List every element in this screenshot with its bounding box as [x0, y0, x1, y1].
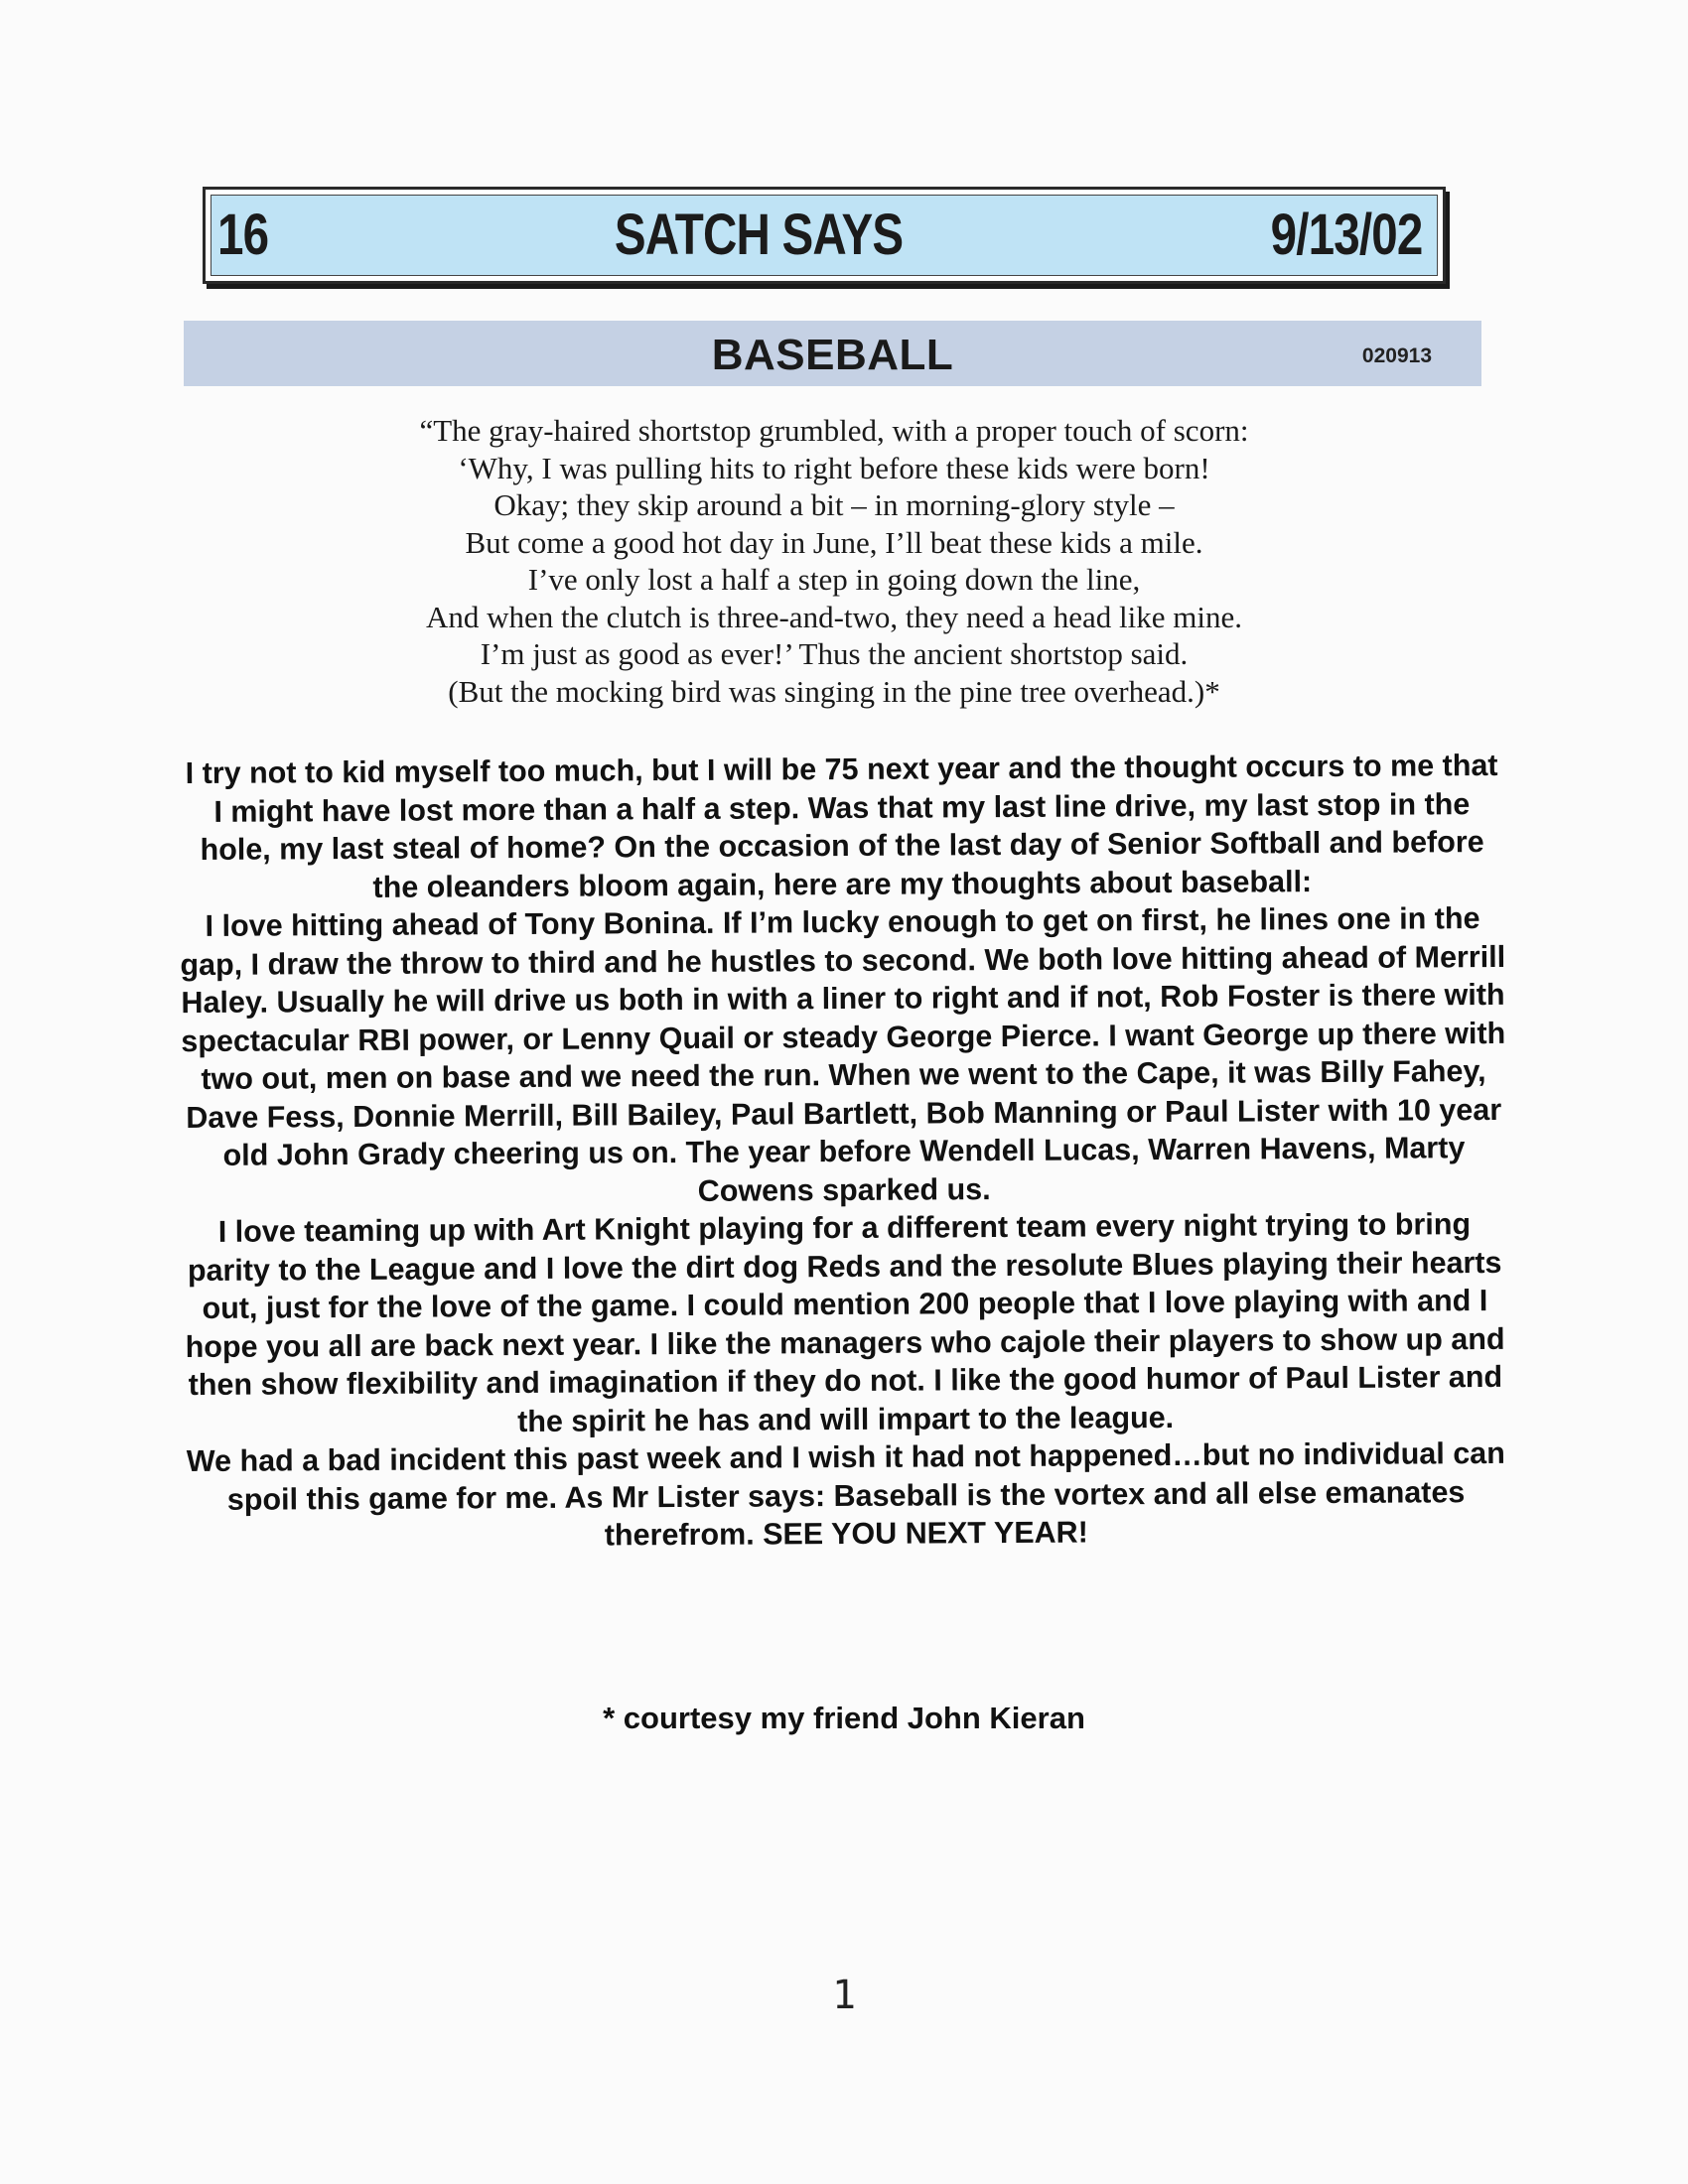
- poem: [238, 412, 1430, 710]
- section-code: 020913: [1361, 344, 1432, 367]
- newsletter-header: [203, 187, 1446, 284]
- paragraph: I try not to kid myself too much, but I will be 75 next year and the thought occurs to me that I might have lost more than a half a step. Was that my last line drive, my last stop in the hole, my last steal of home? On the occasion of the last day of Senior Softball and before the oleanders bloom again, here are my thoughts about baseball:: [185, 748, 1498, 904]
- paragraph: I love hitting ahead of Tony Bonina. If I’m lucky enough to get on first, he lines one in the gap, I draw the throw to third and he hustles to second. We both love hitting ahead of Merrill Haley. Usually he will drive us both in with a liner to right and if not, Rob Foster is there with spectacular RBI power, or Lenny Quail or steady George Pierce. I want George up there with two out, men on base and we need the run. When we went to the Cape, it was Billy Fahey, Dave Fess, Donnie Merrill, Bill Bailey, Paul Bartlett, Bob Manning or Paul Lister with 10 year old John Grady cheering us on. The year before Wendell Lucas, Warren Havens, Marty Cowens sparked us.: [180, 901, 1506, 1208]
- section-title: BASEBALL: [711, 331, 954, 379]
- footnote: * courtesy my friend John Kieran: [603, 1701, 1085, 1735]
- issue-number: 16: [217, 203, 269, 267]
- article-body: [179, 747, 1509, 1558]
- poem-line: But come a good hot day in June, I’ll beat these kids a mile.: [465, 524, 1203, 560]
- header-banner: [211, 195, 1438, 276]
- poem-line: (But the mocking bird was singing in the pine tree overhead.)*: [448, 673, 1220, 709]
- poem-line: I’ve only lost a half a step in going down the line,: [527, 562, 1141, 597]
- poem-line: I’m just as good as ever!’ Thus the ancient shortstop said.: [480, 636, 1189, 671]
- paragraph: We had a bad incident this past week and I wish it had not happened…but no individual can spoil this game for me. As Mr Lister says: Baseball is the vortex and all else emanates therefrom. SEE YOU NEXT YEAR!: [186, 1435, 1505, 1553]
- section-bar: [184, 321, 1481, 386]
- poem-line: And when the clutch is three-and-two, they need a head like mine.: [425, 599, 1243, 634]
- poem-line: ‘Why, I was pulling hits to right before these kids were born!: [458, 450, 1210, 485]
- issue-date: 9/13/02: [1271, 203, 1423, 267]
- newsletter-title: SATCH SAYS: [614, 203, 904, 267]
- page-number: 1: [831, 1973, 857, 2018]
- poem-line: Okay; they skip around a bit – in morning-glory style –: [493, 487, 1175, 522]
- paragraph: I love teaming up with Art Knight playing for a different team every night trying to bring parity to the League and I love the dirt dog Reds and the resolute Blues playing their hearts out, just for the love of the game. I could mention 200 people that I love playing with and I hope you all are back next year. I like the managers who cajole their players to show up and then show flexibility and imagination if they do not. I like the good humor of Paul Lister and the spirit he has and will impart to the league.: [185, 1207, 1505, 1438]
- poem-line: “The gray-haired shortstop grumbled, with a proper touch of scorn:: [419, 413, 1249, 448]
